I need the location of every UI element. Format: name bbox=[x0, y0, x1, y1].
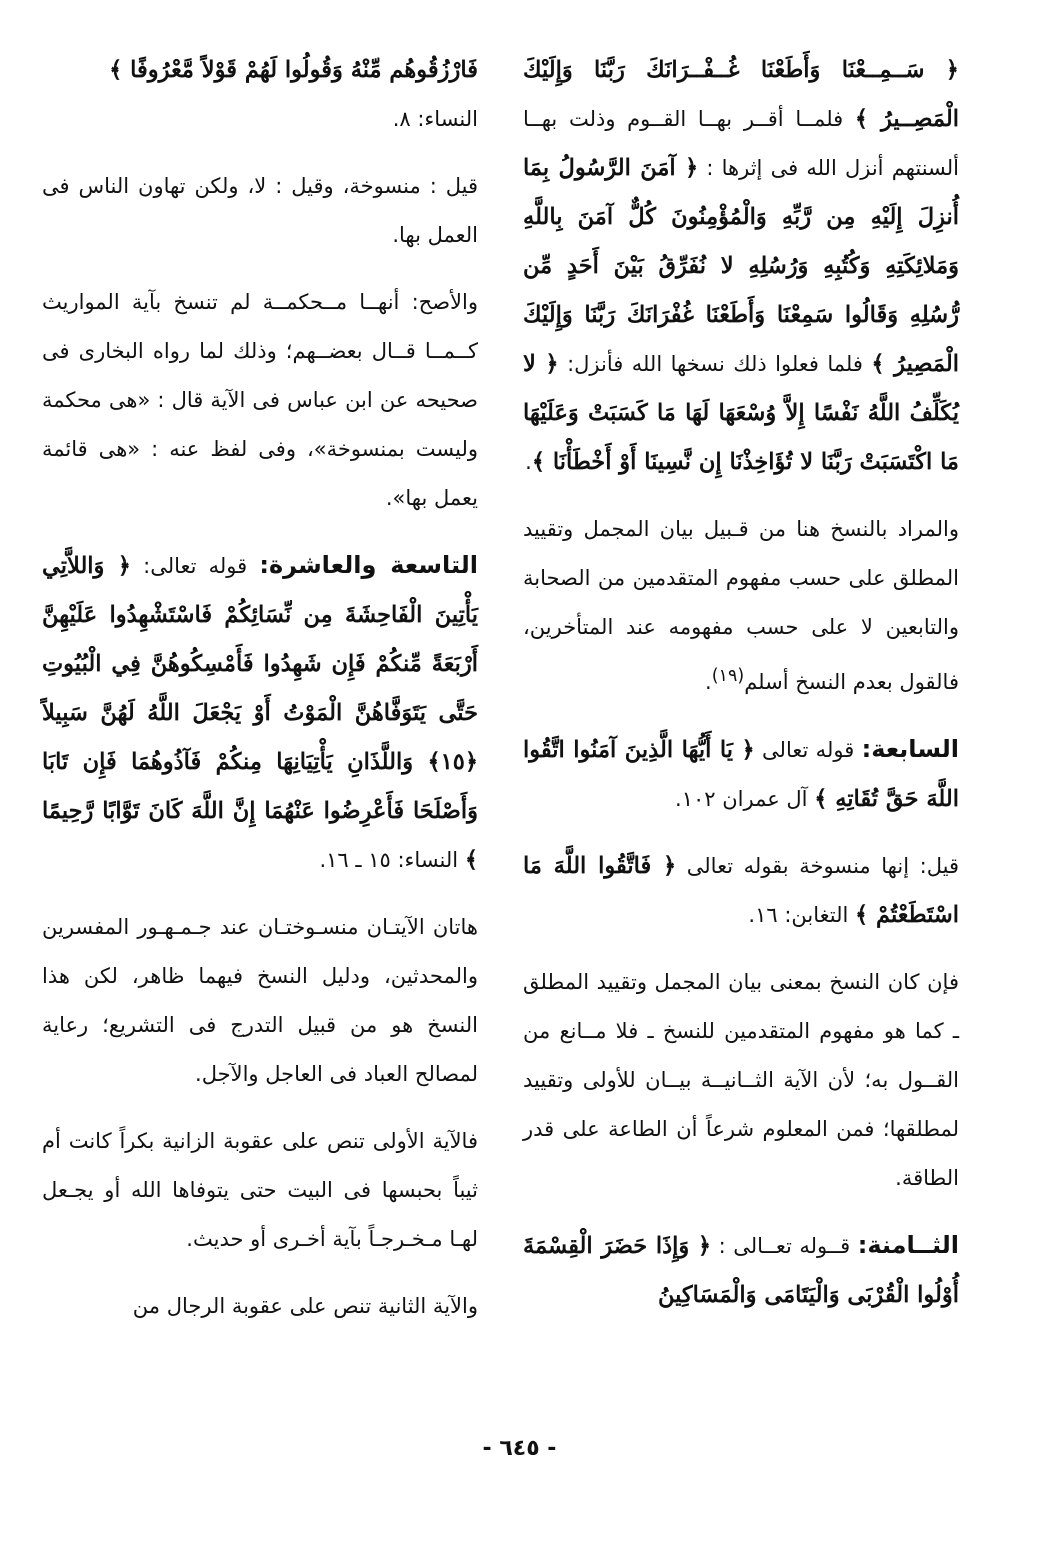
quran-verse: فَارْزُقُوهُم مِّنْهُ وَقُولُوا لَهُمْ قَوْلاً مَّعْرُوفًا ﴾ bbox=[109, 57, 478, 83]
section-heading: الثــامنة: bbox=[857, 1231, 959, 1259]
footnote-ref: (١٩) bbox=[711, 666, 745, 686]
right-column bbox=[523, 46, 959, 1338]
quran-verse: ﴿ وَإِذَا حَضَرَ الْقِسْمَةَ أُوْلُوا الْقُرْبَى وَالْيَتَامَى وَالْمَسَاكِينُ bbox=[523, 1233, 959, 1308]
body-text: والمراد بالنسخ هنا من قـبيل بيان المجمل وتقييد المطلق على حسب مفهوم المتقدمين من الصحابة والتابعين لا على حسب مفهومه عند المتأخرين، فالقول بعدم النسخ أسلم bbox=[523, 517, 959, 694]
body-text: والأصح: أنهــا مــحكمــة لم تنسخ بآية المواريث كــمــا قــال بعضــهم؛ وذلك لما رواه البخارى فى صحيحه عن ابن عباس فى الآية قال : «هى محكمة وليست بمنسوخة»، وفى لفظ عنه : «هى قائمة يعمل بها». bbox=[42, 290, 478, 510]
section-heading: السابعة: bbox=[861, 735, 959, 763]
paragraph-l7 bbox=[42, 1282, 478, 1331]
paragraph-r3 bbox=[523, 725, 959, 824]
body-text: فلما فعلوا ذلك نسخها الله فأنزل: bbox=[558, 352, 872, 376]
body-text: النساء: ١٥ ـ ١٦. bbox=[319, 848, 465, 872]
body-text: فإن كان النسخ بمعنى بيان المجمل وتقييد المطلق ـ كما هو مفهوم المتقدمين للنسخ ـ فلا مــانع من القــول به؛ لأن الآية الثــانيــة بيــان للأولى وتقييد لمطلقها؛ فمن المعلوم شرعاً أن الطاعة على قدر الطاقة. bbox=[523, 970, 959, 1190]
body-text: فالآية الأولى تنص على عقوبة الزانية بكراً كانت أم ثيباً بحبسها فى البيت حتى يتوفاها الله أو يجـعل لهـا مـخـرجـاً بآية أخـرى أو حديث. bbox=[42, 1129, 478, 1251]
quran-verse: ﴿ وَاللاَّتِي يَأْتِينَ الْفَاحِشَةَ مِن نِّسَائِكُمْ فَاسْتَشْهِدُوا عَلَيْهِنَّ أَرْبَعَةً مِّنكُمْ فَإِن شَهِدُوا فَأَمْسِكُوهُنَّ فِي الْبُيُوتِ حَتَّى يَتَوَفَّاهُنَّ الْمَوْتُ أَوْ يَجْعَلَ اللَّهُ لَهُنَّ سَبِيلاً ﴿١٥﴾ وَاللَّذَانِ يَأْتِيَانِهَا مِنكُمْ فَآذُوهُمَا فَإِن تَابَا وَأَصْلَحَا فَأَعْرِضُوا عَنْهُمَا إِنَّ اللَّهَ كَانَ تَوَّابًا رَّحِيمًا ﴾ bbox=[42, 553, 478, 873]
body-text: . bbox=[705, 670, 712, 694]
paragraph-l4 bbox=[42, 541, 478, 885]
paragraph-l2 bbox=[42, 162, 478, 260]
section-heading: التاسعة والعاشرة: bbox=[259, 551, 478, 579]
quran-verse: ﴿ سَــمِــعْنَا وَأَطَعْنَا غُــفْــرَانَكَ رَبَّنَا وَإِلَيْكَ الْمَصِــيرُ ﴾ bbox=[523, 57, 959, 132]
verse-citation: النساء: ٨. bbox=[392, 107, 478, 131]
paragraph-l6 bbox=[42, 1117, 478, 1264]
quran-verse: ﴿ آمَنَ الرَّسُولُ بِمَا أُنزِلَ إِلَيْهِ مِن رَّبِّهِ وَالْمُؤْمِنُونَ كُلٌّ آمَنَ بِاللَّهِ وَمَلائِكَتِهِ وَكُتُبِهِ وَرُسُلِهِ لا نُفَرِّقُ بَيْنَ أَحَدٍ مِّن رُّسُلِهِ وَقَالُوا سَمِعْنَا وَأَطَعْنَا غُفْرَانَكَ رَبَّنَا وَإِلَيْكَ الْمَصِيرُ ﴾ bbox=[523, 155, 959, 377]
body-text: التغابن: ١٦. bbox=[748, 903, 855, 927]
paragraph-l1 bbox=[42, 46, 478, 144]
paragraph-r1 bbox=[523, 46, 959, 487]
body-text: والآية الثانية تنص على عقوبة الرجال من bbox=[132, 1294, 478, 1318]
quran-verse: ﴿ فَاتَّقُوا اللَّهَ مَا اسْتَطَعْتُمْ ﴾ bbox=[523, 853, 959, 928]
quran-verse: ﴿ يَا أَيُّهَا الَّذِينَ آمَنُوا اتَّقُوا اللَّهَ حَقَّ تُقَاتِهِ ﴾ bbox=[523, 737, 959, 812]
body-text: هاتان الآيتـان منسـوختـان عند جـمـهـور المفسرين والمحدثين، ودليل النسخ فيهما ظاهر، لكن هذا النسخ هو من قبيل التدرج فى التشريع؛ رعاية لمصالح العباد فى العاجل والآجل. bbox=[42, 915, 478, 1086]
paragraph-r4 bbox=[523, 842, 959, 940]
body-text: قيل: إنها منسوخة بقوله تعالى bbox=[676, 854, 959, 878]
paragraph-l5 bbox=[42, 903, 478, 1099]
paragraph-r6 bbox=[523, 1221, 959, 1320]
body-text: فلمــا أقــر بهــا القــوم وذلت بهــا ألسنتهم أنزل الله فى إثرها : bbox=[523, 107, 959, 180]
paragraph-r5 bbox=[523, 958, 959, 1203]
body-text: . bbox=[525, 450, 532, 474]
page-number: - ٦٤٥ - bbox=[482, 1436, 557, 1461]
body-text: آل عمران ١٠٢. bbox=[675, 787, 815, 811]
body-text: قيل : منسوخة، وقيل : لا، ولكن تهاون الناس فى العمل بها. bbox=[42, 174, 478, 247]
paragraph-l3 bbox=[42, 278, 478, 523]
body-text: قــوله تعــالى : bbox=[711, 1234, 858, 1258]
quran-verse: ﴿ لا يُكَلِّفُ اللَّهُ نَفْسًا إِلاَّ وُسْعَهَا لَهَا مَا كَسَبَتْ وَعَلَيْهَا مَا اكْتَسَبَتْ رَبَّنَا لا تُؤَاخِذْنَا إِن نَّسِينَا أَوْ أَخْطَأْنَا ﴾ bbox=[523, 351, 959, 475]
left-column bbox=[42, 46, 478, 1349]
paragraph-r2 bbox=[523, 505, 959, 707]
body-text: قوله تعالى: bbox=[130, 554, 260, 578]
body-text: قوله تعالى bbox=[754, 738, 862, 762]
